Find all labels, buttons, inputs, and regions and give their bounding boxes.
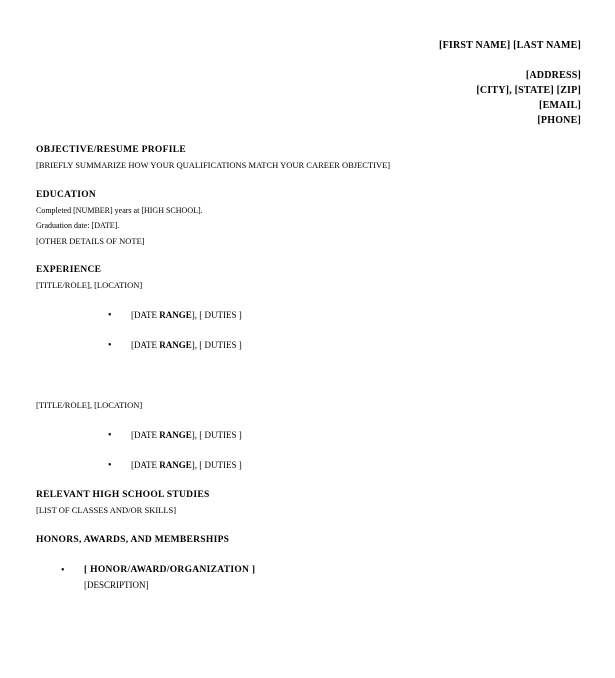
- list-item: [0, 565, 615, 595]
- date-range-duties: [DATE RANGE], [ DUTIES ]: [131, 430, 242, 440]
- phone: [PHONE]: [537, 115, 581, 126]
- date-range-duties: [DATE RANGE], [ DUTIES ]: [131, 340, 242, 350]
- honors-heading: HONORS, AWARDS, AND MEMBERSHIPS: [36, 535, 230, 545]
- honor-description: [DESCRIPTION]: [84, 580, 149, 590]
- objective-heading: OBJECTIVE/RESUME PROFILE: [36, 145, 186, 155]
- contact-block: [476, 68, 581, 128]
- bullet-icon: •: [108, 430, 112, 441]
- education-line-2: Graduation date: [DATE].: [36, 221, 120, 230]
- city-state-zip: [CITY], [STATE] [ZIP]: [476, 85, 581, 96]
- date-range-duties: [DATE RANGE], [ DUTIES ]: [131, 310, 242, 320]
- job-role: [TITLE/ROLE], [LOCATION]: [36, 280, 143, 290]
- bullet-icon: •: [108, 310, 112, 321]
- honor-name: [ HONOR/AWARD/ORGANIZATION ]: [84, 565, 256, 575]
- date-range-duties: [DATE RANGE], [ DUTIES ]: [131, 460, 242, 470]
- studies-heading: RELEVANT HIGH SCHOOL STUDIES: [36, 490, 210, 500]
- studies-text: [LIST OF CLASSES AND/OR SKILLS]: [36, 505, 177, 515]
- address: [ADDRESS]: [525, 70, 581, 81]
- education-heading: EDUCATION: [36, 190, 97, 200]
- bullet-icon: •: [108, 340, 112, 351]
- job-role: [TITLE/ROLE], [LOCATION]: [36, 400, 143, 410]
- email: [EMAIL]: [539, 100, 581, 111]
- bullet-icon: •: [61, 565, 65, 576]
- experience-heading: EXPERIENCE: [36, 265, 102, 275]
- education-line-3: [OTHER DETAILS OF NOTE]: [36, 236, 145, 246]
- header-name-block: [439, 38, 581, 53]
- bullet-icon: •: [108, 460, 112, 471]
- education-line-1: Completed [NUMBER] years at [HIGH SCHOOL].: [36, 206, 203, 215]
- full-name: [FIRST NAME] [LAST NAME]: [439, 40, 581, 51]
- objective-text: [BRIEFLY SUMMARIZE HOW YOUR QUALIFICATIONS MATCH YOUR CAREER OBJECTIVE]: [36, 160, 391, 170]
